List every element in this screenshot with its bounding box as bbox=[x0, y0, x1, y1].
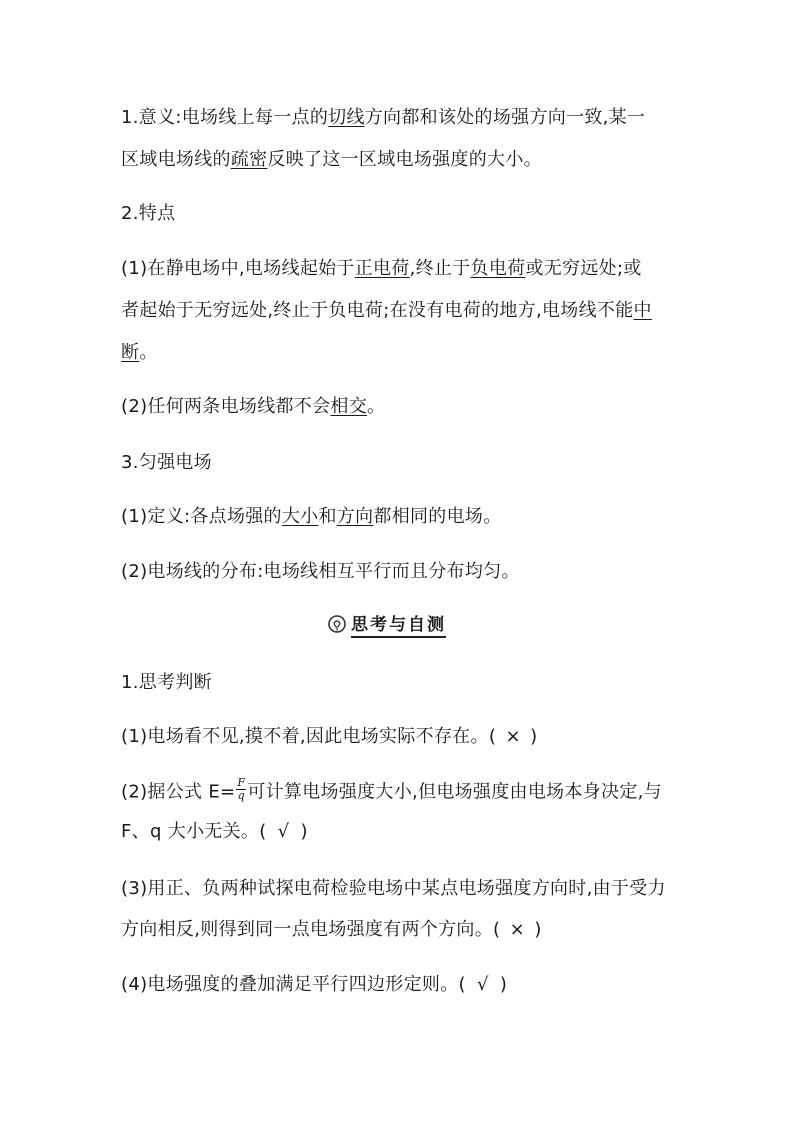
meaning-text: 1.意义:电场线上每一点的 bbox=[121, 107, 329, 128]
question-text: 可计算电场强度大小,但电场强度由电场本身决定,与 bbox=[247, 781, 662, 803]
features-text: 。 bbox=[139, 342, 158, 363]
features-text: 。 bbox=[367, 396, 386, 417]
fraction-numerator: F bbox=[237, 776, 246, 789]
answer-blank: 大小 bbox=[281, 506, 319, 527]
answer-cross: × bbox=[509, 919, 526, 940]
question-text: (2)据公式 E= bbox=[121, 781, 236, 803]
answer-cross: × bbox=[505, 726, 521, 747]
answer-blank: 疏密 bbox=[230, 149, 268, 170]
features-text: (1)在静电场中,电场线起始于 bbox=[121, 258, 355, 279]
answer-blank: 中 bbox=[633, 300, 652, 321]
question-text: (4)电场强度的叠加满足平行四边形定则。( bbox=[121, 974, 466, 995]
lightbulb-icon bbox=[327, 615, 347, 637]
features-heading: 2.特点 bbox=[121, 203, 176, 224]
meaning-line-2 bbox=[121, 148, 542, 172]
answer-blank: 切线 bbox=[328, 107, 365, 128]
meaning-text: 反映了这一区域电场强度的大小。 bbox=[267, 149, 542, 170]
question-close: ) bbox=[534, 919, 542, 940]
answer-check: √ bbox=[277, 821, 290, 842]
section-title: 思考与自测 bbox=[351, 615, 446, 638]
features-p1-line-2 bbox=[121, 299, 652, 323]
section-heading bbox=[327, 612, 446, 640]
answer-check: √ bbox=[476, 974, 489, 995]
meaning-line-1 bbox=[121, 106, 645, 130]
uniform-p2: (2)电场线的分布:电场线相互平行而且分布均匀。 bbox=[121, 561, 520, 582]
features-text: 或无穷远处;或 bbox=[525, 258, 642, 279]
question-close: ) bbox=[499, 974, 508, 995]
features-p2 bbox=[121, 395, 385, 419]
features-text: ,终止于 bbox=[409, 258, 471, 279]
uniform-heading: 3.匀强电场 bbox=[121, 452, 212, 473]
answer-blank: 相交 bbox=[330, 396, 368, 417]
meaning-text: 区域电场线的 bbox=[121, 149, 231, 170]
features-text: (2)任何两条电场线都不会 bbox=[121, 396, 331, 417]
answer-blank: 正电荷 bbox=[354, 258, 410, 279]
answer-blank: 负电荷 bbox=[470, 258, 526, 279]
judge-q3-line-2 bbox=[121, 918, 542, 942]
answer-blank: 断 bbox=[121, 342, 140, 363]
answer-blank: 方向 bbox=[336, 506, 374, 527]
question-text: (1)电场看不见,摸不着,因此电场实际不存在。( bbox=[121, 726, 497, 747]
question-close: ) bbox=[530, 726, 538, 747]
judge-heading: 1.思考判断 bbox=[121, 672, 212, 693]
features-p1-line-3 bbox=[121, 341, 158, 365]
uniform-p1 bbox=[121, 505, 502, 529]
judge-q3-line-1: (3)用正、负两种试探电荷检验电场中某点电场强度方向时,由于受力 bbox=[121, 878, 666, 899]
meaning-text: 方向都和该处的场强方向一致,某一 bbox=[364, 107, 646, 128]
uniform-text: 和 bbox=[318, 506, 337, 527]
question-close: ) bbox=[300, 821, 308, 842]
fraction-denominator: q bbox=[237, 789, 246, 802]
judge-q2-line-1 bbox=[121, 776, 662, 805]
question-text: F、q 大小无关。( bbox=[121, 821, 267, 842]
question-text: 方向相反,则得到同一点电场强度有两个方向。( bbox=[121, 919, 501, 940]
uniform-text: (1)定义:各点场强的 bbox=[121, 506, 282, 527]
formula-fraction bbox=[236, 777, 246, 802]
judge-q2-line-2 bbox=[121, 820, 308, 844]
features-text: 者起始于无穷远处,终止于负电荷;在没有电荷的地方,电场线不能 bbox=[121, 300, 634, 321]
judge-q4 bbox=[121, 973, 507, 997]
uniform-text: 都相同的电场。 bbox=[373, 506, 502, 527]
judge-q1 bbox=[121, 725, 538, 749]
features-p1-line-1 bbox=[121, 257, 642, 281]
